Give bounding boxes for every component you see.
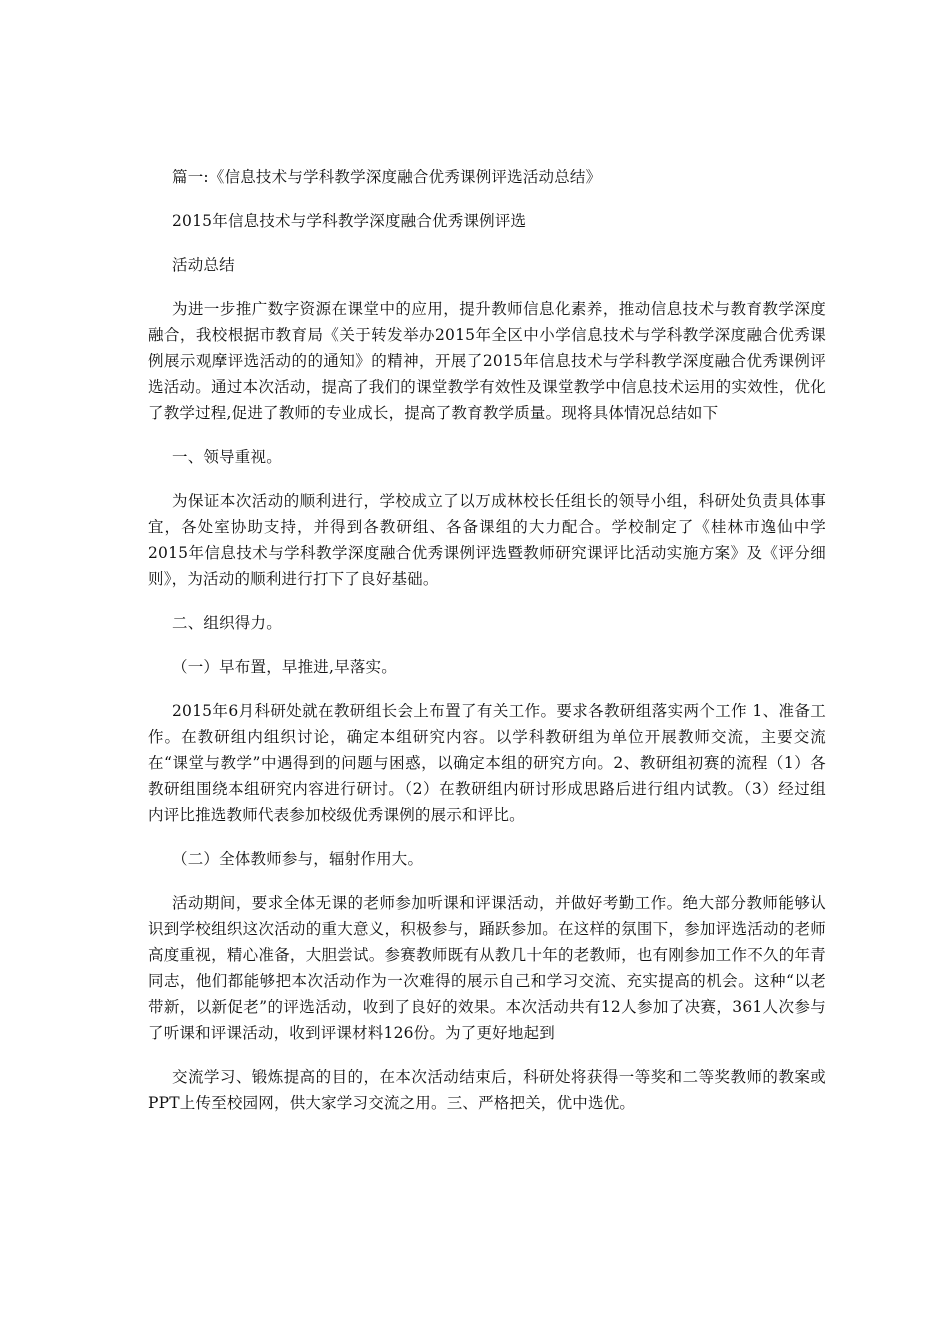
section-1-heading: 一、领导重视。 <box>172 448 282 466</box>
document-page <box>148 160 826 1116</box>
section-1-paragraph: 为保证本次活动的顺利进行，学校成立了以万成林校长任组长的领导小组，科研处负责具体事宜，各处室协助支持，并得到各教研组、各备课组的大力配合。学校制定了《桂林市逸仙中学2015年信息技术与学科教学深度融合优秀课例评选暨教师研究课评比活动实施方案》及《评分细则》，为活动的顺利进行打下了良好基础。 <box>148 492 826 588</box>
section-2-subheading-1: （一）早布置，早推进,早落实。 <box>172 658 397 676</box>
document-subtitle-line-2: 活动总结 <box>172 256 235 274</box>
section-2-subparagraph-2: 活动期间，要求全体无课的老师参加听课和评课活动，并做好考勤工作。绝大部分教师能够认识到学校组织这次活动的重大意义，积极参与，踊跃参加。在这样的氛围下，参加评选活动的老师高度重视，精心准备，大胆尝试。参赛教师既有从教几十年的老教师，也有刚参加工作不久的年青同志，他们都能够把本次活动作为一次难得的展示自己和学习交流、充实提高的机会。这种“以老带新，以新促老”的评选活动，收到了良好的效果。本次活动共有12人参加了决赛，361人次参与了听课和评课活动，收到评课材料126份。为了更好地起到 <box>148 894 826 1042</box>
section-2-heading: 二、组织得力。 <box>172 614 282 632</box>
section-2-subparagraph-1: 2015年6月科研处就在教研组长会上布置了有关工作。要求各教研组落实两个工作 1、准备工作。在教研组内组织讨论，确定本组研究内容。以学科教研组为单位开展教师交流，主要交流在“课堂与教学”中遇得到的问题与困惑，以确定本组的研究方向。2、教研组初赛的流程（1）各教研组围绕本组研究内容进行研讨。（2）在教研组内研讨形成思路后进行组内试教。（3）经过组内评比推选教师代表参加校级优秀课例的展示和评比。 <box>148 702 826 824</box>
section-2-subheading-2: （二）全体教师参与，辐射作用大。 <box>172 850 424 868</box>
document-subtitle-line-1: 2015年信息技术与学科教学深度融合优秀课例评选 <box>172 212 527 230</box>
intro-paragraph: 为进一步推广数字资源在课堂中的应用，提升教师信息化素养，推动信息技术与教育教学深度融合，我校根据市教育局《关于转发举办2015年全区中小学信息技术与学科教学深度融合优秀课例展示观摩评选活动的的通知》的精神，开展了2015年信息技术与学科教学深度融合优秀课例评选活动。通过本次活动，提高了我们的课堂教学有效性及课堂教学中信息技术运用的实效性，优化了教学过程,促进了教师的专业成长，提高了教育教学质量。现将具体情况总结如下 <box>148 300 826 422</box>
closing-paragraph: 交流学习、锻炼提高的目的，在本次活动结束后，科研处将获得一等奖和二等奖教师的教案或PPT上传至校园网，供大家学习交流之用。三、严格把关，优中选优。 <box>148 1068 826 1112</box>
document-title-line: 篇一:《信息技术与学科教学深度融合优秀课例评选活动总结》 <box>172 168 602 186</box>
